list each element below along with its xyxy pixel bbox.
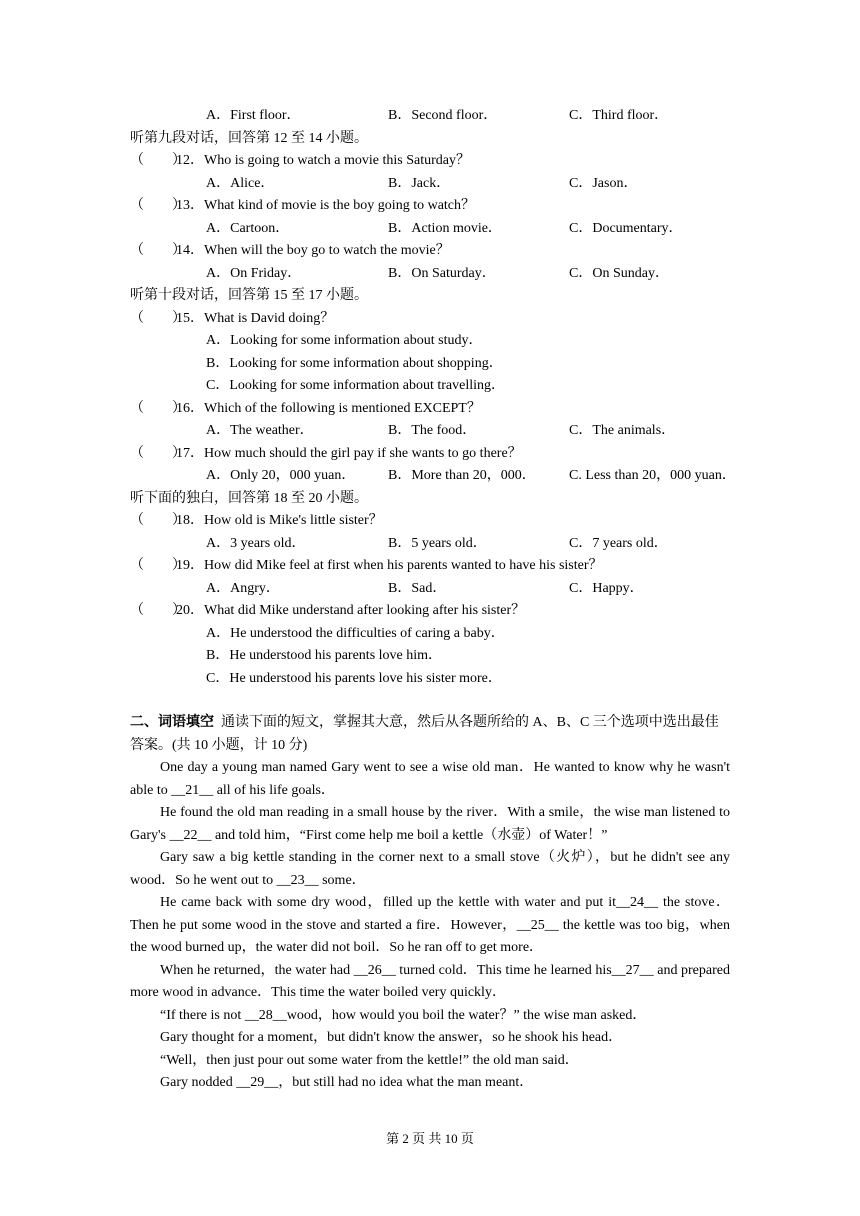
answer-blank: （ ） [130, 153, 186, 168]
option-20-c [130, 668, 740, 691]
question-text: 15．What is David doing？ [176, 310, 335, 326]
option-a: A．Cartoon． [206, 220, 290, 236]
question-text: 13．What kind of movie is the boy going to watch？ [176, 198, 476, 213]
question-text: 16．Which of the following is mentioned EXCEPT？ [176, 400, 481, 416]
option-20-a [130, 623, 740, 646]
question-text: 19．How did Mike feel at first when his parents wanted to have his sister？ [176, 558, 603, 573]
options-16 [130, 420, 740, 443]
section-heading [130, 712, 730, 757]
cloze-section [130, 712, 730, 1095]
cloze-paragraph: When he returned，the water had __26__ turned cold．This time he learned his__27__ and prepared more wood in advance．This time the water boiled very quickly． [130, 962, 730, 1000]
listening-section [130, 105, 740, 690]
question-12 [130, 150, 740, 173]
option-a: A．He understood the difficulties of caring a baby． [206, 625, 505, 641]
cloze-paragraph: “If there is not __28__wood，how would you boil the water？” the wise man asked． [160, 1007, 647, 1023]
option-c: C．On Sunday． [569, 265, 669, 281]
options-18 [130, 533, 740, 556]
option-a: A．First floor． [206, 108, 301, 123]
option-c: C. Less than 20，000 yuan． [569, 468, 736, 483]
option-b: B．5 years old． [388, 535, 487, 551]
option-b: B．The food． [388, 423, 477, 438]
option-a: A．Angry． [206, 580, 280, 596]
question-16 [130, 398, 740, 421]
cloze-paragraph: Gary nodded __29__，but still had no idea what the man meant． [160, 1075, 534, 1090]
cloze-paragraph: He came back with some dry wood，filled up the kettle with water and put it__24__ the stove．Then he put some wood in the stove and started a fire．However，__25__ the kettle was too big，when the wood burned up，the water did not boil．So he ran off to get more． [130, 895, 730, 955]
option-b: B．Action movie． [388, 220, 502, 236]
option-c: C．The animals． [569, 423, 676, 438]
question-text: 18．How old is Mike's little sister？ [176, 513, 383, 528]
option-a: A．Alice． [206, 175, 275, 191]
question-text: 12．Who is going to watch a movie this Saturday？ [176, 153, 470, 168]
cloze-paragraph: He found the old man reading in a small house by the river．With a smile，the wise man listened to Gary's __22__ and told him，“First come help me boil a kettle（水壶）of Water！” [130, 805, 730, 843]
answer-blank: （ ） [130, 243, 186, 258]
instruction-dialogue-10: 听第十段对话，回答第 15 至 17 小题。 [130, 288, 368, 303]
option-a: A．3 years old． [206, 535, 306, 551]
question-19 [130, 555, 740, 578]
answer-blank: （ ） [130, 513, 186, 528]
cloze-paragraph: “Well，then just pour out some water from the kettle!” the old man said． [160, 1052, 579, 1068]
option-b: B．Looking for some information about shopping． [206, 355, 503, 371]
option-15-b [130, 353, 740, 376]
option-b: B．More than 20，000． [388, 468, 536, 483]
options-12 [130, 173, 740, 196]
section-instruction: 通读下面的短文，掌握其大意，然后从各题所给的 A、B、C 三个选项中选出最佳答案。(共 10 小题，计 10 分) [130, 715, 719, 753]
cloze-paragraph: One day a young man named Gary went to see a wise old man．He wanted to know why he wasn't able to __21__ all of his life goals． [130, 760, 730, 798]
answer-blank: （ ） [130, 558, 186, 573]
question-text: 14．When will the boy go to watch the movie？ [176, 243, 450, 258]
option-b: B．He understood his parents love him． [206, 648, 443, 663]
option-a: A．The weather． [206, 423, 314, 438]
option-b: B．On Saturday． [388, 265, 496, 281]
answer-blank: （ ） [130, 400, 186, 416]
option-b: B．Jack． [388, 175, 451, 191]
cloze-paragraph: Gary thought for a moment，but didn't know the answer，so he shook his head． [160, 1030, 623, 1045]
cloze-paragraph: Gary saw a big kettle standing in the corner next to a small stove（火炉），but he didn't see any wood．So he went out to __23__ some． [130, 850, 730, 888]
page-footer: 第 2 页 共 10 页 [386, 1131, 474, 1146]
option-c: C．Happy． [569, 580, 644, 596]
option-c: C．Third floor． [569, 108, 669, 123]
option-b: B．Sad． [388, 580, 447, 596]
answer-blank: （ ） [130, 198, 186, 213]
question-text: 20．What did Mike understand after looking after his sister？ [176, 603, 526, 618]
answer-blank: （ ） [130, 310, 186, 326]
question-15 [130, 308, 740, 331]
option-15-a [130, 330, 740, 353]
option-a: A．Only 20，000 yuan． [206, 468, 356, 483]
option-20-b [130, 645, 740, 668]
option-a: A．On Friday． [206, 265, 302, 281]
question-text: 17．How much should the girl pay if she wants to go there？ [176, 445, 522, 461]
options-17 [130, 465, 740, 488]
option-c: C．Jason． [569, 175, 638, 191]
option-b: B．Second floor． [388, 108, 498, 123]
option-c: C．Looking for some information about travelling． [206, 378, 506, 393]
option-c: C．7 years old． [569, 535, 668, 551]
section-label: 二、词语填空 [130, 715, 214, 730]
question-13 [130, 195, 740, 218]
option-c: C．He understood his parents love his sister more． [206, 670, 502, 686]
option-c: C．Documentary． [569, 220, 683, 236]
options-13 [130, 218, 740, 241]
question-14 [130, 240, 740, 263]
question-18 [130, 510, 740, 533]
option-a: A．Looking for some information about study． [206, 333, 483, 348]
options-19 [130, 578, 740, 601]
options-14 [130, 263, 740, 286]
options-row-prev [130, 105, 740, 128]
option-15-c [130, 375, 740, 398]
question-17 [130, 443, 740, 466]
question-20 [130, 600, 740, 623]
instruction-dialogue-9: 听第九段对话，回答第 12 至 14 小题。 [130, 130, 368, 146]
answer-blank: （ ） [130, 445, 186, 461]
instruction-monologue: 听下面的独白，回答第 18 至 20 小题。 [130, 490, 368, 506]
answer-blank: （ ） [130, 603, 186, 618]
